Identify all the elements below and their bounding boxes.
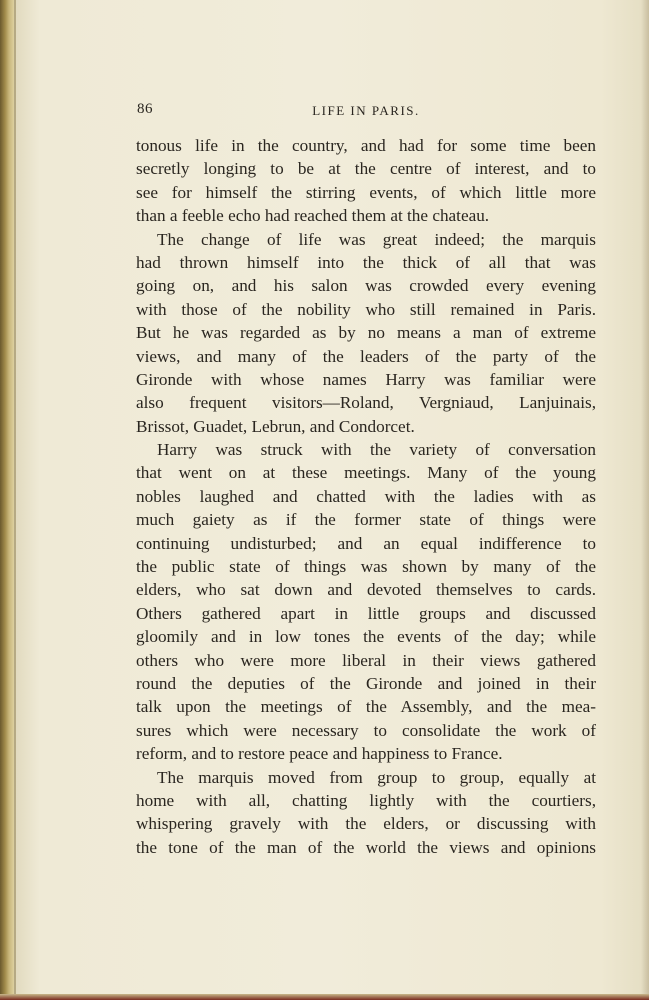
- text-line: The change of life was great indeed; the marquis: [157, 229, 596, 249]
- text-line: the public state of things was shown by many of the: [136, 557, 596, 577]
- body-text: [136, 134, 596, 859]
- text-line: gloomily and in low tones the events of the day; while: [136, 627, 596, 647]
- page-number: 86: [137, 101, 153, 117]
- book-binding: [0, 0, 14, 1000]
- text-line: tonous life in the country, and had for some time been: [136, 136, 596, 155]
- bottom-cover-edge: [0, 994, 649, 1000]
- text-line: home with all, chatting lightly with the courtiers,: [136, 790, 596, 810]
- text-line: others who were more liberal in their views gathered: [136, 650, 596, 670]
- text-line: secretly longing to be at the centre of interest, and to: [136, 159, 596, 179]
- text-line: also frequent visitors—Roland, Vergniaud, Lanjuinais,: [136, 393, 596, 413]
- text-line: elders, who sat down and devoted themselves to cards.: [136, 580, 596, 600]
- text-line: than a feeble echo had reached them at the chateau.: [136, 206, 490, 226]
- text-line: with those of the nobility who still remained in Paris.: [136, 299, 596, 319]
- binding-edge: [14, 0, 16, 1000]
- text-line: Brissot, Guadet, Lebrun, and Condorcet.: [136, 416, 415, 436]
- text-line: continuing undisturbed; and an equal indifference to: [136, 533, 596, 553]
- text-line: the tone of the man of the world the views and opinions: [136, 837, 596, 857]
- text-line: see for himself the stirring events, of which little more: [136, 182, 596, 202]
- running-title: LIFE IN PARIS.: [312, 103, 420, 118]
- text-line: views, and many of the leaders of the party of the: [136, 346, 596, 366]
- text-line: nobles laughed and chatted with the ladies with as: [136, 486, 596, 506]
- text-line: Gironde with whose names Harry was familiar were: [136, 369, 596, 389]
- text-line: whispering gravely with the elders, or discussing with: [136, 814, 596, 834]
- text-line: talk upon the meetings of the Assembly, and the mea-: [136, 697, 596, 717]
- text-line: much gaiety as if the former state of things were: [136, 510, 596, 530]
- text-line: reform, and to restore peace and happiness to France.: [136, 744, 503, 764]
- text-line: had thrown himself into the thick of all that was: [136, 252, 596, 272]
- text-line: Harry was struck with the variety of conversation: [157, 440, 596, 460]
- text-line: that went on at these meetings. Many of the young: [136, 463, 596, 483]
- text-line: round the deputies of the Gironde and joined in their: [136, 673, 596, 693]
- page-edge-shadow: [641, 0, 649, 1000]
- page-header: [137, 101, 595, 121]
- text-line: sures which were necessary to consolidate the work of: [136, 720, 596, 740]
- text-line: The marquis moved from group to group, equally at: [157, 767, 596, 787]
- text-line: going on, and his salon was crowded every evening: [136, 276, 596, 296]
- text-line: But he was regarded as by no means a man of extreme: [136, 323, 596, 343]
- text-line: Others gathered apart in little groups and discussed: [136, 603, 596, 623]
